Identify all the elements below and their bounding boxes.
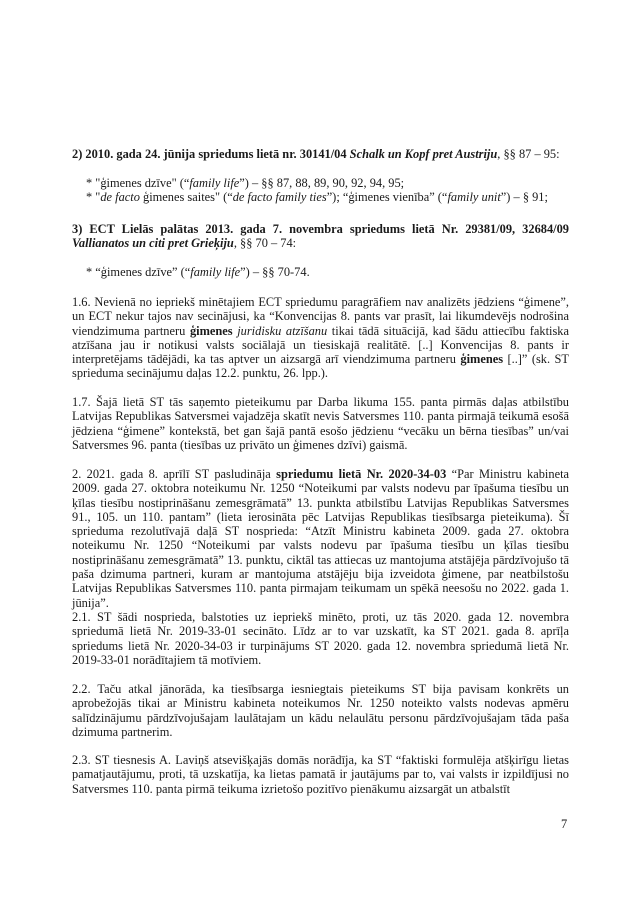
text-run: 1.7. Šajā lietā ST tās saņemto pieteikumu par Darba likuma 155. panta pirmās daļas atbilstību Latvijas Republikas Satversmei vajadzēja skatīt nevis Satversmes 110. panta pirmajā teikumā esošā jēdziena “ģimene” kontekstā, bet gan šajā pantā esošo jēdzienu “vecāku un bērna tiesības” un/vai Satversmes 96. panta (tiesības uz privāto un ģimenes dzīvi) gaismā.	[72, 395, 569, 452]
text-run: ”) – §§ 87, 88, 89, 90, 92, 94, 95;	[239, 176, 405, 190]
paragraph	[72, 753, 569, 796]
text-run: , §§ 87 – 95:	[497, 147, 560, 161]
paragraph	[72, 295, 569, 381]
text-run: * "	[86, 190, 101, 204]
case-heading	[72, 147, 569, 161]
text-run: ”); “ģimenes vienība” (“	[326, 190, 448, 204]
text-run: * “ģimenes dzīve” (“	[86, 265, 191, 279]
text-run: de facto	[100, 190, 140, 204]
paragraph	[72, 395, 569, 452]
text-run: Schalk un Kopf pret Austriju	[349, 147, 498, 161]
text-run: ”) – § 91;	[500, 190, 548, 204]
page-number: 7	[561, 817, 568, 831]
text-run: juridisku atzīšanu	[237, 323, 328, 338]
paragraph	[72, 610, 569, 667]
text-run: de facto family ties	[232, 190, 327, 204]
text-run: [..]” (sk. ST sprieduma secinājumu daļas 12.2. punktu, 26. lpp.).	[72, 352, 569, 381]
text-run: ģimenes saites" (“	[139, 190, 233, 204]
text-run: family unit	[447, 190, 501, 204]
text-run: 2. 2021. gada 8. aprīlī ST pasludināja	[72, 467, 277, 481]
paragraph	[72, 467, 569, 610]
text-run: ”) – §§ 70-74.	[240, 265, 310, 279]
text-run: family life	[190, 265, 241, 279]
text-run: tikai tādā situācijā, kad šādu attiecību faktiska atzīšana jau ir notikusi valsts sociālajā un tiesiskajā realitātē. [..] Konvencijas 8. pants ir interpretējams tādējādi, ka tas aptver un aizsargā arī viendzimuma partneru	[72, 323, 569, 367]
text-run: “Par Ministru kabineta 2009. gada 27. oktobra noteikumu Nr. 1250 “Noteikumi par valsts nodevu par īpašuma tiesību un ķīlas tiesību nostiprināšanu zemesgrāmatā” 13. punkta atbilstību Latvijas Republikas Satversmes 91., 105. un 110. pantam” (lieta ierosināta pēc Latvijas Republikas tiesībsarga pieteikuma). Šī sprieduma rezolutīvajā daļā ST nosprieda: “Atzīt Ministru kabineta 2009. gada 27. oktobra noteikumu Nr. 1250 “Noteikumi par valsts nodevu par īpašuma tiesību un ķīlas tiesību nostiprināšanu zemesgrāmatā” 13. punktu, ciktāl tas attiecas uz mantojuma atstājēja pārdzīvojušo tā paša dzimuma partneri, kuram ar mantojuma atstājēju bija izveidota ģimene, par neatbilstošu Latvijas Republikas Satversmes 110. panta pirmajam teikumam un spēkā neesošu no 2022. gada 1. jūnija”.	[72, 467, 570, 610]
text-run: 1.6. Nevienā no iepriekš minētajiem ECT spriedumu paragrāfiem nav analizēts jēdziens “ģimene”, un ECT nekur tajos nav secinājusi, ka “Konvencijas 8. pants var prasīt, lai likumdevējs nodrošina viendzimuma partneru	[72, 295, 569, 338]
text-run: ģimenes	[460, 352, 504, 367]
text-run: 2.1. ST šādi nosprieda, balstoties uz iepriekš minēto, proti, uz tās 2020. gada 12. novembra spriedumā lietā Nr. 2019-33-01 secināto. Līdz ar to var uzskatīt, ka ST 2021. gada 8. aprīļa spriedums lietā Nr. 2020-34-03 ir turpinājums ST 2020. gada 12. novembra spriedumā lietā Nr. 2019-33-01 norādītajiem tā motīviem.	[72, 610, 569, 667]
text-run: , §§ 70 – 74:	[233, 236, 297, 251]
text-run: * "ģimenes dzīve" (“	[86, 176, 190, 190]
text-run: 2.2. Taču atkal jānorāda, ka tiesībsarga iesniegtais pieteikums ST bija pavisam konkrēts un aprobežojās tikai ar Ministru kabineta noteikumos Nr. 1250 noteikto valsts nodevas apmēru salīdzinājumu pārdzīvojušajam laulātajam un kādu nelaulātu personu pārdzīvojušajam tāda paša dzimuma partnerim.	[72, 682, 569, 739]
bullet-item	[86, 265, 569, 279]
paragraph	[72, 682, 569, 739]
text-run: 2.3. ST tiesnesis A. Laviņš atsevišķajās domās norādīja, ka ST “faktiski formulēja atšķirīgu lietas pamatjautājumu, proti, tā uzskatīja, ka lietas pamatā ir jautājums par to, vai valsts ir izpildījusi no Satversmes 110. panta pirmā teikuma izrietošo pozitīvo pienākumu aizsargāt un atbalstīt	[72, 753, 569, 796]
text-run: ģimenes	[189, 323, 233, 338]
case-heading	[72, 222, 569, 251]
text-run: 2) 2010. gada 24. jūnija spriedums lietā nr. 30141/04	[72, 147, 350, 161]
text-run: Vallianatos un citi pret Grieķiju	[72, 236, 234, 251]
bullet-item	[86, 176, 569, 190]
text-run: family life	[189, 176, 240, 190]
bullet-item	[86, 190, 569, 204]
text-run: spriedumu lietā Nr. 2020-34-03	[276, 467, 447, 481]
text-run: 3) ECT Lielās palātas 2013. gada 7. novembra spriedums lietā Nr. 29381/09, 32684/09	[72, 222, 569, 236]
